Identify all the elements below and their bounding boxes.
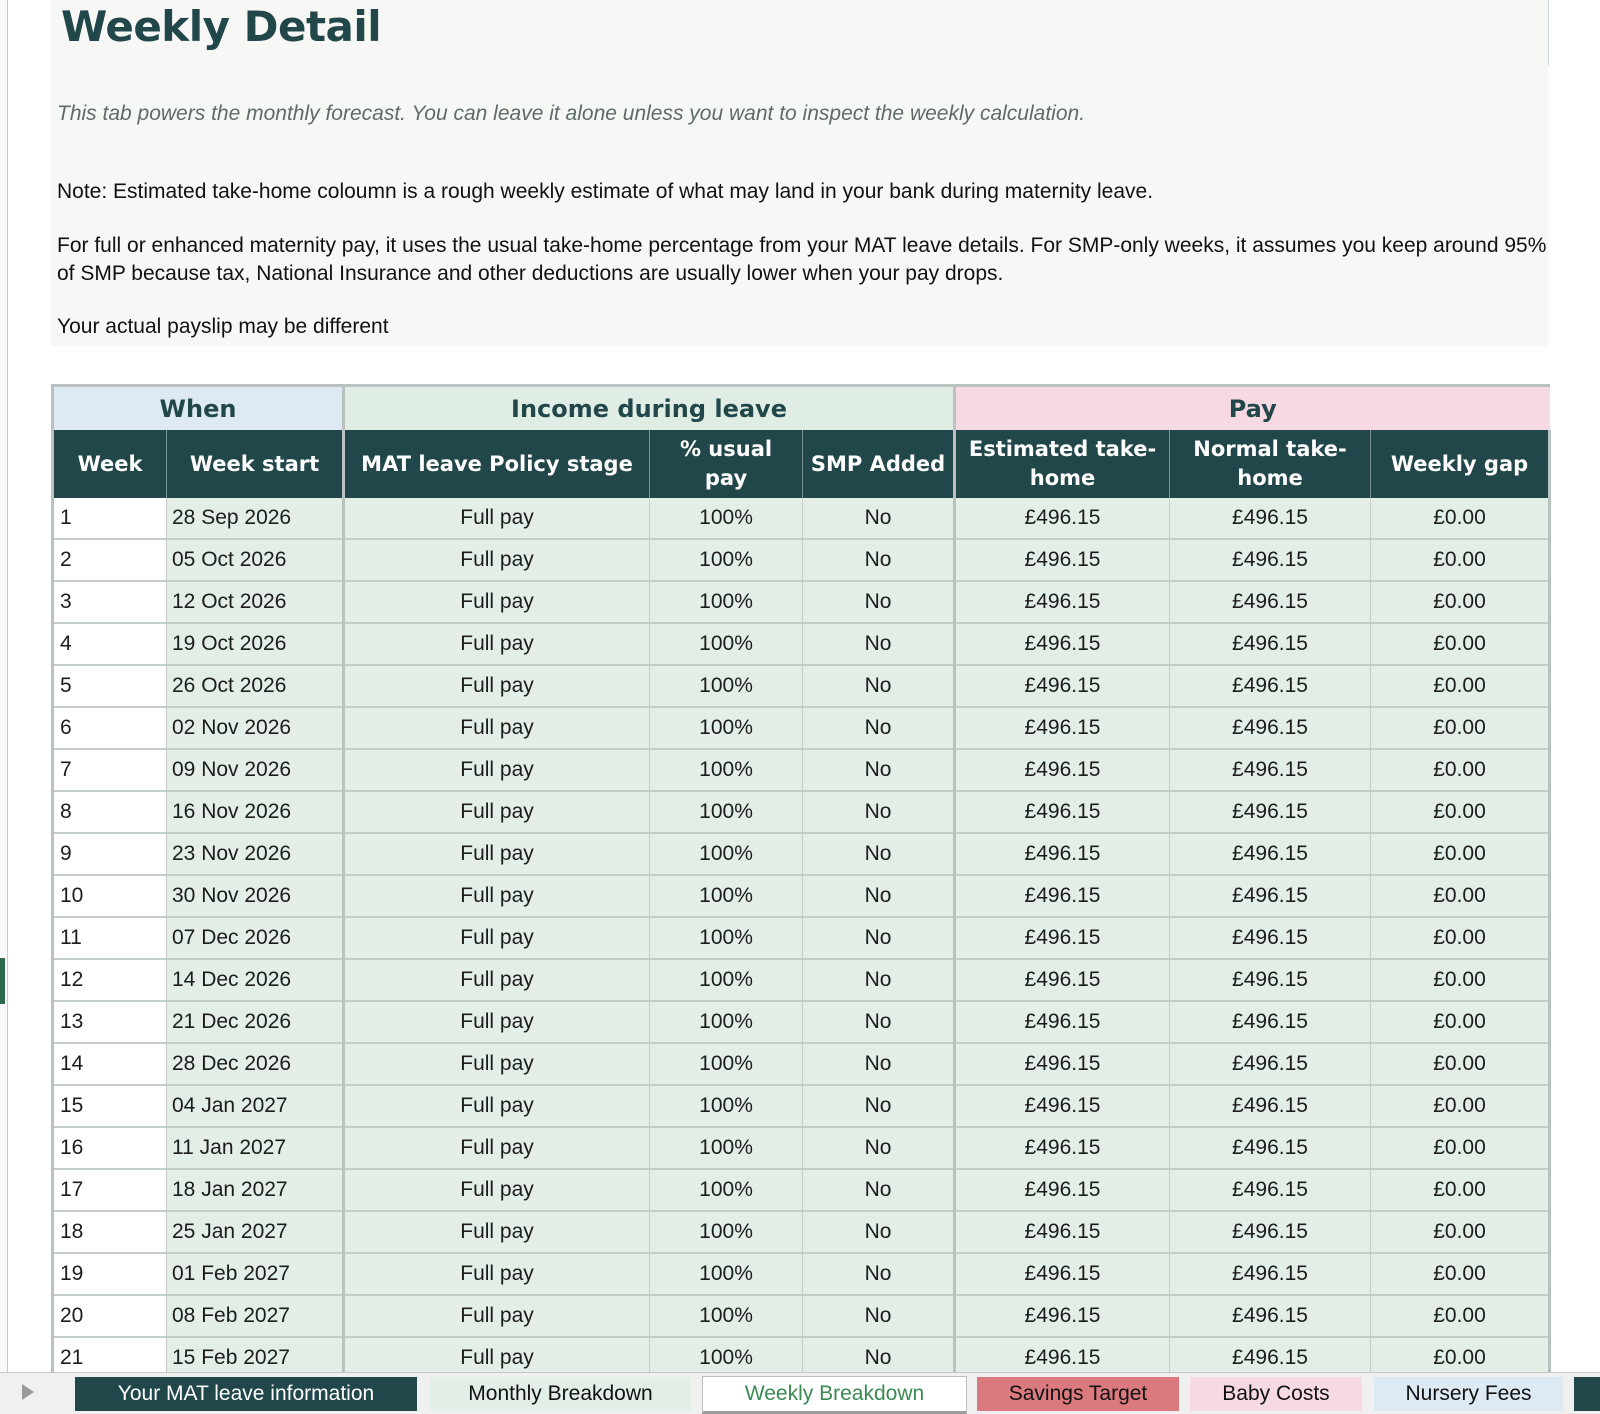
week-start-cell[interactable]: 09 Nov 2026 <box>167 749 344 791</box>
week-cell[interactable]: 14 <box>53 1043 167 1085</box>
tab-weekly-breakdown[interactable]: Weekly Breakdown <box>702 1376 967 1414</box>
tab-overflow[interactable] <box>1574 1377 1600 1411</box>
week-cell[interactable]: 2 <box>53 539 167 581</box>
smp-added-cell[interactable]: No <box>803 791 955 833</box>
triangle-right-icon[interactable] <box>22 1384 34 1400</box>
weekly-gap-cell[interactable]: £0.00 <box>1371 1253 1550 1295</box>
table-row <box>53 791 1550 833</box>
table-row <box>53 875 1550 917</box>
table-row <box>53 959 1550 1001</box>
smp-added-cell[interactable]: No <box>803 1169 955 1211</box>
table-row <box>53 581 1550 623</box>
weekly-gap-cell[interactable]: £0.00 <box>1371 959 1550 1001</box>
percent-usual-pay-cell[interactable]: 100% <box>650 833 803 875</box>
smp-added-cell[interactable]: No <box>803 498 955 539</box>
week-cell[interactable]: 3 <box>53 581 167 623</box>
policy-stage-cell[interactable]: Full pay <box>344 875 650 917</box>
table-row <box>53 1001 1550 1043</box>
page-title: Weekly Detail <box>61 2 382 51</box>
week-start-cell[interactable]: 19 Oct 2026 <box>167 623 344 665</box>
policy-stage-cell[interactable]: Full pay <box>344 791 650 833</box>
policy-stage-cell[interactable]: Full pay <box>344 707 650 749</box>
smp-added-cell[interactable]: No <box>803 1337 955 1379</box>
tab-mat-leave-info[interactable]: Your MAT leave information <box>75 1377 417 1411</box>
week-cell[interactable]: 10 <box>53 875 167 917</box>
policy-stage-cell[interactable]: Full pay <box>344 623 650 665</box>
title-band <box>51 0 1549 66</box>
col-week[interactable]: Week <box>53 430 167 498</box>
policy-stage-cell[interactable]: Full pay <box>344 959 650 1001</box>
estimated-take-home-cell[interactable]: £496.15 <box>955 1337 1170 1379</box>
percent-usual-pay-cell[interactable]: 100% <box>650 1211 803 1253</box>
tab-savings-target[interactable]: Savings Target <box>977 1377 1179 1411</box>
normal-take-home-cell[interactable]: £496.15 <box>1170 539 1371 581</box>
week-cell[interactable]: 4 <box>53 623 167 665</box>
weekly-gap-cell[interactable]: £0.00 <box>1371 539 1550 581</box>
table-row <box>53 1211 1550 1253</box>
smp-added-cell[interactable]: No <box>803 959 955 1001</box>
percent-usual-pay-cell[interactable]: 100% <box>650 539 803 581</box>
week-start-cell[interactable]: 16 Nov 2026 <box>167 791 344 833</box>
percent-usual-pay-cell[interactable]: 100% <box>650 917 803 959</box>
policy-stage-cell[interactable]: Full pay <box>344 1253 650 1295</box>
weekly-gap-cell[interactable]: £0.00 <box>1371 917 1550 959</box>
col-smp-added[interactable]: SMP Added <box>803 430 955 498</box>
week-cell[interactable]: 1 <box>53 498 167 539</box>
page-subtitle: This tab powers the monthly forecast. You can leave it alone unless you want to inspect the weekly calculation. <box>57 102 1086 125</box>
estimated-take-home-cell[interactable]: £496.15 <box>955 581 1170 623</box>
smp-added-cell[interactable]: No <box>803 665 955 707</box>
normal-take-home-cell[interactable]: £496.15 <box>1170 875 1371 917</box>
week-start-cell[interactable]: 14 Dec 2026 <box>167 959 344 1001</box>
percent-usual-pay-cell[interactable]: 100% <box>650 959 803 1001</box>
week-cell[interactable]: 15 <box>53 1085 167 1127</box>
table-row <box>53 1127 1550 1169</box>
group-header-row <box>53 386 1550 431</box>
week-cell[interactable]: 6 <box>53 707 167 749</box>
estimated-take-home-cell[interactable]: £496.15 <box>955 1211 1170 1253</box>
week-cell[interactable]: 12 <box>53 959 167 1001</box>
policy-stage-cell[interactable]: Full pay <box>344 539 650 581</box>
col-weekly-gap[interactable]: Weekly gap <box>1371 430 1550 498</box>
week-start-cell[interactable]: 05 Oct 2026 <box>167 539 344 581</box>
smp-added-cell[interactable]: No <box>803 1001 955 1043</box>
group-income: Income during leave <box>344 386 955 431</box>
policy-stage-cell[interactable]: Full pay <box>344 498 650 539</box>
week-cell[interactable]: 8 <box>53 791 167 833</box>
week-start-cell[interactable]: 15 Feb 2027 <box>167 1337 344 1379</box>
policy-stage-cell[interactable]: Full pay <box>344 581 650 623</box>
note-method: For full or enhanced maternity pay, it uses the usual take-home percentage from your MAT leave details. For SMP-only weeks, it assumes you keep around 95% of SMP because tax, National Insurance and other deductions are usually lower when your pay drops. <box>57 234 1547 285</box>
estimated-take-home-cell[interactable]: £496.15 <box>955 1169 1170 1211</box>
col-normal-take-home[interactable]: Normal take-home <box>1170 430 1371 498</box>
weekly-gap-cell[interactable]: £0.00 <box>1371 1127 1550 1169</box>
week-start-cell[interactable]: 21 Dec 2026 <box>167 1001 344 1043</box>
policy-stage-cell[interactable]: Full pay <box>344 1085 650 1127</box>
normal-take-home-cell[interactable]: £496.15 <box>1170 1337 1371 1379</box>
sheet-tab-bar <box>0 1372 1600 1414</box>
estimated-take-home-cell[interactable]: £496.15 <box>955 749 1170 791</box>
policy-stage-cell[interactable]: Full pay <box>344 1043 650 1085</box>
smp-added-cell[interactable]: No <box>803 1295 955 1337</box>
percent-usual-pay-cell[interactable]: 100% <box>650 1043 803 1085</box>
week-start-cell[interactable]: 18 Jan 2027 <box>167 1169 344 1211</box>
estimated-take-home-cell[interactable]: £496.15 <box>955 498 1170 539</box>
week-start-cell[interactable]: 12 Oct 2026 <box>167 581 344 623</box>
week-cell[interactable]: 21 <box>53 1337 167 1379</box>
week-start-cell[interactable]: 04 Jan 2027 <box>167 1085 344 1127</box>
normal-take-home-cell[interactable]: £496.15 <box>1170 1085 1371 1127</box>
row-gutter <box>0 0 8 1372</box>
table-row <box>53 833 1550 875</box>
estimated-take-home-cell[interactable]: £496.15 <box>955 707 1170 749</box>
estimated-take-home-cell[interactable]: £496.15 <box>955 539 1170 581</box>
row-selection-marker <box>0 958 5 1004</box>
policy-stage-cell[interactable]: Full pay <box>344 749 650 791</box>
table-row <box>53 1043 1550 1085</box>
policy-stage-cell[interactable]: Full pay <box>344 917 650 959</box>
percent-usual-pay-cell[interactable]: 100% <box>650 1337 803 1379</box>
policy-stage-cell[interactable]: Full pay <box>344 1169 650 1211</box>
policy-stage-cell[interactable]: Full pay <box>344 1211 650 1253</box>
group-pay: Pay <box>955 386 1550 431</box>
week-start-cell[interactable]: 26 Oct 2026 <box>167 665 344 707</box>
tab-nursery-fees[interactable]: Nursery Fees <box>1374 1377 1563 1411</box>
table-row <box>53 623 1550 665</box>
weekly-gap-cell[interactable]: £0.00 <box>1371 581 1550 623</box>
table-row <box>53 1169 1550 1211</box>
weekly-gap-cell[interactable]: £0.00 <box>1371 1169 1550 1211</box>
smp-added-cell[interactable]: No <box>803 1211 955 1253</box>
weekly-gap-cell[interactable]: £0.00 <box>1371 1337 1550 1379</box>
normal-take-home-cell[interactable]: £496.15 <box>1170 833 1371 875</box>
week-cell[interactable]: 18 <box>53 1211 167 1253</box>
estimated-take-home-cell[interactable]: £496.15 <box>955 1043 1170 1085</box>
week-start-cell[interactable]: 25 Jan 2027 <box>167 1211 344 1253</box>
tab-monthly-breakdown[interactable]: Monthly Breakdown <box>430 1377 691 1411</box>
smp-added-cell[interactable]: No <box>803 581 955 623</box>
week-start-cell[interactable]: 23 Nov 2026 <box>167 833 344 875</box>
weekly-gap-cell[interactable]: £0.00 <box>1371 1001 1550 1043</box>
weekly-gap-cell[interactable]: £0.00 <box>1371 833 1550 875</box>
smp-added-cell[interactable]: No <box>803 833 955 875</box>
week-cell[interactable]: 13 <box>53 1001 167 1043</box>
estimated-take-home-cell[interactable]: £496.15 <box>955 959 1170 1001</box>
smp-added-cell[interactable]: No <box>803 875 955 917</box>
estimated-take-home-cell[interactable]: £496.15 <box>955 1253 1170 1295</box>
table-row <box>53 1295 1550 1337</box>
percent-usual-pay-cell[interactable]: 100% <box>650 498 803 539</box>
policy-stage-cell[interactable]: Full pay <box>344 1295 650 1337</box>
table-row <box>53 1253 1550 1295</box>
policy-stage-cell[interactable]: Full pay <box>344 1001 650 1043</box>
normal-take-home-cell[interactable]: £496.15 <box>1170 749 1371 791</box>
normal-take-home-cell[interactable]: £496.15 <box>1170 791 1371 833</box>
col-percent-usual-pay[interactable]: % usual pay <box>650 430 803 498</box>
smp-added-cell[interactable]: No <box>803 707 955 749</box>
normal-take-home-cell[interactable]: £496.15 <box>1170 623 1371 665</box>
policy-stage-cell[interactable]: Full pay <box>344 1337 650 1379</box>
table-row <box>53 707 1550 749</box>
weekly-gap-cell[interactable]: £0.00 <box>1371 1295 1550 1337</box>
table-row <box>53 917 1550 959</box>
weekly-gap-cell[interactable]: £0.00 <box>1371 707 1550 749</box>
normal-take-home-cell[interactable]: £496.15 <box>1170 707 1371 749</box>
group-when: When <box>53 386 344 431</box>
estimated-take-home-cell[interactable]: £496.15 <box>955 665 1170 707</box>
weekly-gap-cell[interactable]: £0.00 <box>1371 749 1550 791</box>
percent-usual-pay-cell[interactable]: 100% <box>650 1127 803 1169</box>
week-cell[interactable]: 9 <box>53 833 167 875</box>
note-payslip: Your actual payslip may be different <box>57 315 389 338</box>
estimated-take-home-cell[interactable]: £496.15 <box>955 917 1170 959</box>
normal-take-home-cell[interactable]: £496.15 <box>1170 917 1371 959</box>
policy-stage-cell[interactable]: Full pay <box>344 665 650 707</box>
percent-usual-pay-cell[interactable]: 100% <box>650 665 803 707</box>
tab-baby-costs[interactable]: Baby Costs <box>1190 1377 1362 1411</box>
col-week-start[interactable]: Week start <box>167 430 344 498</box>
week-cell[interactable]: 7 <box>53 749 167 791</box>
normal-take-home-cell[interactable]: £496.15 <box>1170 1169 1371 1211</box>
percent-usual-pay-cell[interactable]: 100% <box>650 1295 803 1337</box>
normal-take-home-cell[interactable]: £496.15 <box>1170 665 1371 707</box>
normal-take-home-cell[interactable]: £496.15 <box>1170 581 1371 623</box>
smp-added-cell[interactable]: No <box>803 1085 955 1127</box>
percent-usual-pay-cell[interactable]: 100% <box>650 1169 803 1211</box>
week-cell[interactable]: 11 <box>53 917 167 959</box>
week-start-cell[interactable]: 08 Feb 2027 <box>167 1295 344 1337</box>
smp-added-cell[interactable]: No <box>803 1127 955 1169</box>
weekly-table <box>51 384 1551 1380</box>
week-start-cell[interactable]: 28 Sep 2026 <box>167 498 344 539</box>
note-estimate: Note: Estimated take-home coloumn is a rough weekly estimate of what may land in your bank during maternity leave. <box>57 180 1154 203</box>
percent-usual-pay-cell[interactable]: 100% <box>650 1001 803 1043</box>
col-estimated-take-home[interactable]: Estimated take-home <box>955 430 1170 498</box>
normal-take-home-cell[interactable]: £496.15 <box>1170 959 1371 1001</box>
estimated-take-home-cell[interactable]: £496.15 <box>955 623 1170 665</box>
percent-usual-pay-cell[interactable]: 100% <box>650 581 803 623</box>
week-start-cell[interactable]: 07 Dec 2026 <box>167 917 344 959</box>
estimated-take-home-cell[interactable]: £496.15 <box>955 791 1170 833</box>
table-row <box>53 749 1550 791</box>
smp-added-cell[interactable]: No <box>803 539 955 581</box>
percent-usual-pay-cell[interactable]: 100% <box>650 707 803 749</box>
weekly-gap-cell[interactable]: £0.00 <box>1371 623 1550 665</box>
week-cell[interactable]: 16 <box>53 1127 167 1169</box>
normal-take-home-cell[interactable]: £496.15 <box>1170 1295 1371 1337</box>
week-start-cell[interactable]: 28 Dec 2026 <box>167 1043 344 1085</box>
normal-take-home-cell[interactable]: £496.15 <box>1170 1211 1371 1253</box>
estimated-take-home-cell[interactable]: £496.15 <box>955 1085 1170 1127</box>
weekly-gap-cell[interactable]: £0.00 <box>1371 498 1550 539</box>
percent-usual-pay-cell[interactable]: 100% <box>650 749 803 791</box>
weekly-gap-cell[interactable]: £0.00 <box>1371 665 1550 707</box>
estimated-take-home-cell[interactable]: £496.15 <box>955 875 1170 917</box>
smp-added-cell[interactable]: No <box>803 1253 955 1295</box>
policy-stage-cell[interactable]: Full pay <box>344 1127 650 1169</box>
percent-usual-pay-cell[interactable]: 100% <box>650 791 803 833</box>
table-row <box>53 665 1550 707</box>
estimated-take-home-cell[interactable]: £496.15 <box>955 833 1170 875</box>
week-start-cell[interactable]: 02 Nov 2026 <box>167 707 344 749</box>
smp-added-cell[interactable]: No <box>803 917 955 959</box>
weekly-gap-cell[interactable]: £0.00 <box>1371 1085 1550 1127</box>
week-cell[interactable]: 17 <box>53 1169 167 1211</box>
week-start-cell[interactable]: 30 Nov 2026 <box>167 875 344 917</box>
table-row <box>53 1085 1550 1127</box>
week-start-cell[interactable]: 01 Feb 2027 <box>167 1253 344 1295</box>
normal-take-home-cell[interactable]: £496.15 <box>1170 498 1371 539</box>
normal-take-home-cell[interactable]: £496.15 <box>1170 1001 1371 1043</box>
normal-take-home-cell[interactable]: £496.15 <box>1170 1043 1371 1085</box>
percent-usual-pay-cell[interactable]: 100% <box>650 1253 803 1295</box>
percent-usual-pay-cell[interactable]: 100% <box>650 1085 803 1127</box>
percent-usual-pay-cell[interactable]: 100% <box>650 875 803 917</box>
weekly-gap-cell[interactable]: £0.00 <box>1371 1043 1550 1085</box>
week-cell[interactable]: 19 <box>53 1253 167 1295</box>
normal-take-home-cell[interactable]: £496.15 <box>1170 1253 1371 1295</box>
weekly-gap-cell[interactable]: £0.00 <box>1371 791 1550 833</box>
week-cell[interactable]: 20 <box>53 1295 167 1337</box>
policy-stage-cell[interactable]: Full pay <box>344 833 650 875</box>
smp-added-cell[interactable]: No <box>803 749 955 791</box>
smp-added-cell[interactable]: No <box>803 1043 955 1085</box>
table-row <box>53 539 1550 581</box>
weekly-gap-cell[interactable]: £0.00 <box>1371 1211 1550 1253</box>
estimated-take-home-cell[interactable]: £496.15 <box>955 1295 1170 1337</box>
normal-take-home-cell[interactable]: £496.15 <box>1170 1127 1371 1169</box>
estimated-take-home-cell[interactable]: £496.15 <box>955 1127 1170 1169</box>
table-row <box>53 498 1550 539</box>
smp-added-cell[interactable]: No <box>803 623 955 665</box>
estimated-take-home-cell[interactable]: £496.15 <box>955 1001 1170 1043</box>
percent-usual-pay-cell[interactable]: 100% <box>650 623 803 665</box>
column-header-row <box>53 430 1550 498</box>
col-policy-stage[interactable]: MAT leave Policy stage <box>344 430 650 498</box>
weekly-gap-cell[interactable]: £0.00 <box>1371 875 1550 917</box>
week-start-cell[interactable]: 11 Jan 2027 <box>167 1127 344 1169</box>
week-cell[interactable]: 5 <box>53 665 167 707</box>
